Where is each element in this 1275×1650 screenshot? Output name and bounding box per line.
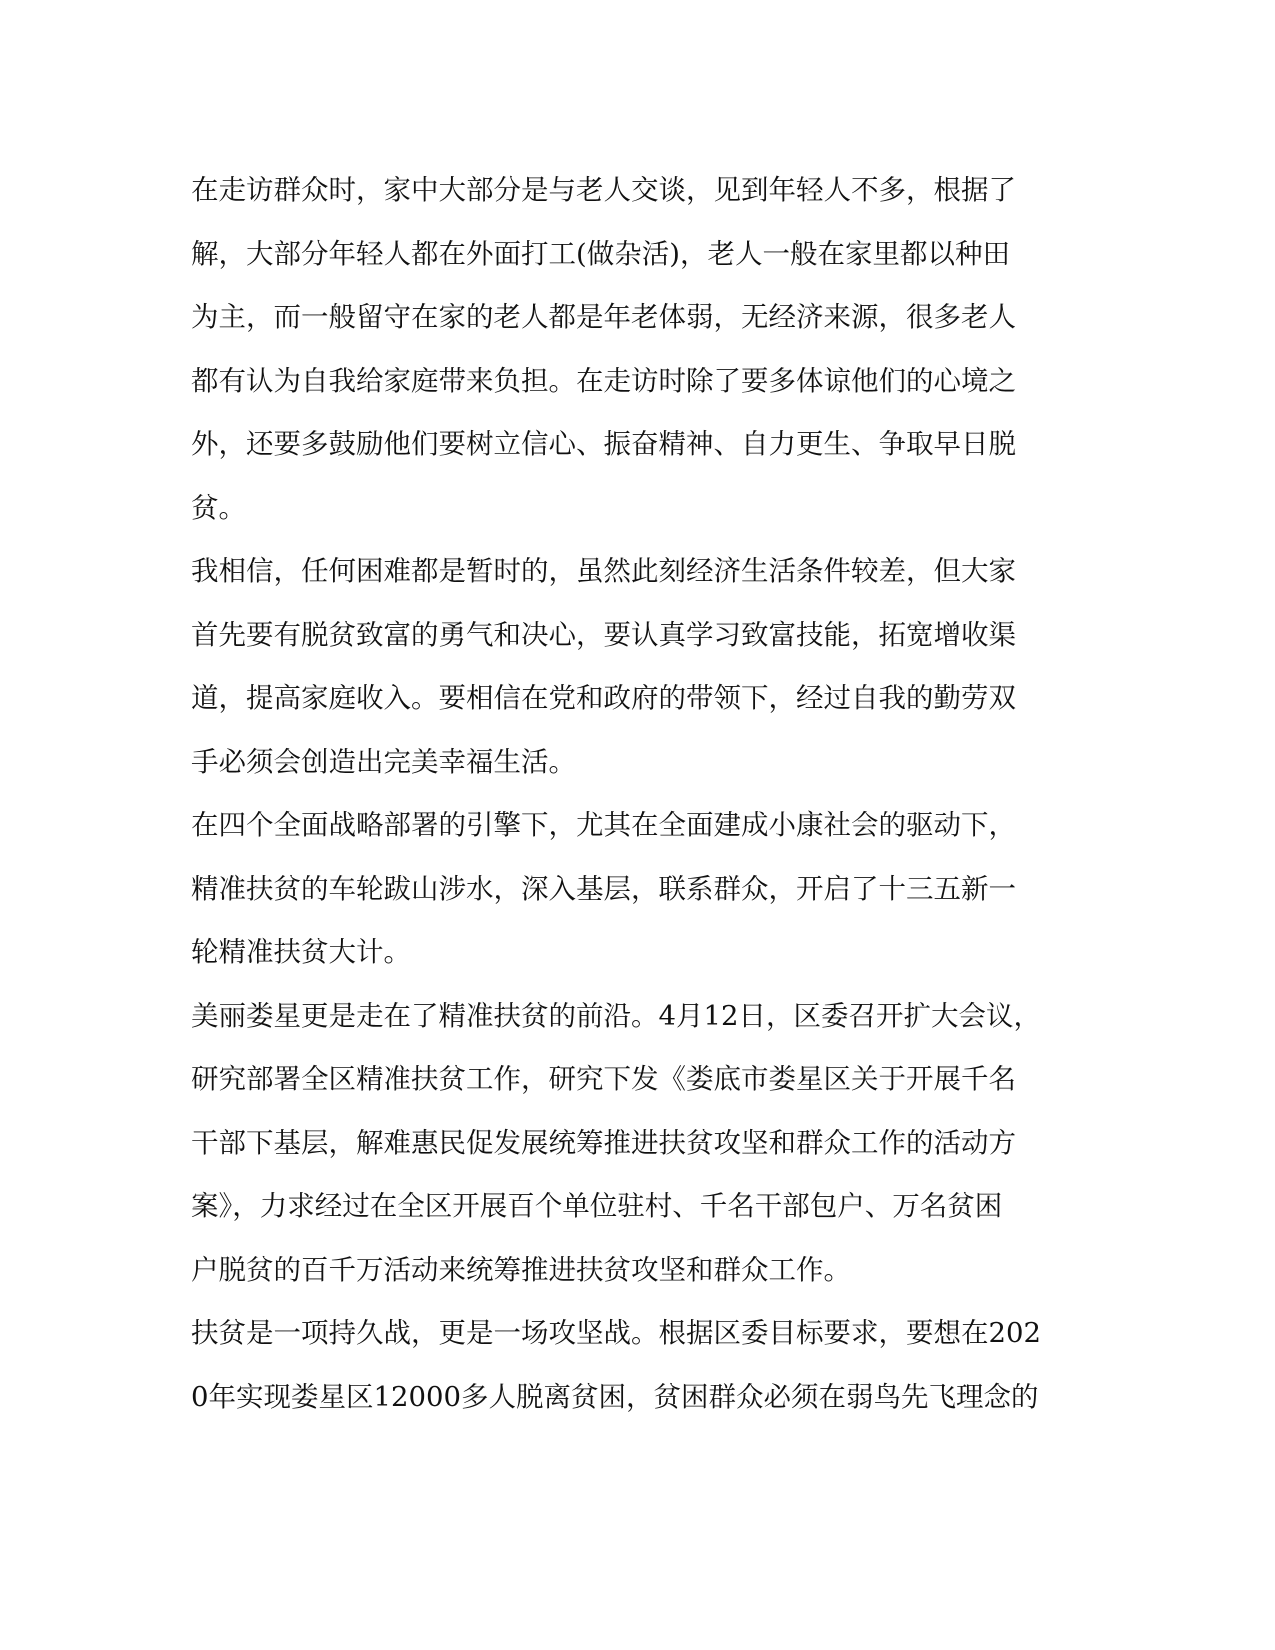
text-line: 手必须会创造出完美幸福生活。 [191, 745, 576, 778]
text-line: 外，还要多鼓励他们要树立信心、振奋精神、自力更生、争取早日脱 [191, 428, 1016, 460]
document-body [191, 163, 1091, 1433]
text-line: 我相信，任何困难都是暂时的，虽然此刻经济生活条件较差，但大家 [191, 555, 1016, 587]
text-line: 扶贫是一项持久战，更是一场攻坚战。根据区委目标要求，要想在202 [191, 1317, 1041, 1349]
text-line: 解，大部分年轻人都在外面打工(做杂活)，老人一般在家里都以种田 [191, 237, 1010, 270]
text-line: 为主，而一般留守在家的老人都是年老体弱，无经济来源，很多老人 [191, 301, 1016, 333]
paragraph [191, 544, 1091, 798]
paragraph [191, 989, 1091, 1307]
text-line: 都有认为自我给家庭带来负担。在走访时除了要多体谅他们的心境之 [191, 364, 1016, 397]
text-line: 在走访群众时，家中大部分是与老人交谈，见到年轻人不多，根据了 [191, 174, 1016, 206]
paragraph [191, 1306, 1091, 1433]
text-line: 户脱贫的百千万活动来统筹推进扶贫攻坚和群众工作。 [191, 1253, 851, 1286]
text-line: 美丽娄星更是走在了精准扶贫的前沿。4月12日，区委召开扩大会议， [191, 999, 1041, 1032]
text-line: 0年实现娄星区12000多人脱离贫困，贫困群众必须在弱鸟先飞理念的 [191, 1380, 1039, 1413]
text-line: 在四个全面战略部署的引擎下，尤其在全面建成小康社会的驱动下， [191, 809, 1016, 841]
paragraph [191, 163, 1091, 544]
text-line: 轮精准扶贫大计。 [191, 936, 411, 968]
text-line: 道，提高家庭收入。要相信在党和政府的带领下，经过自我的勤劳双 [191, 682, 1016, 714]
text-line: 首先要有脱贫致富的勇气和决心，要认真学习致富技能，拓宽增收渠 [191, 618, 1016, 651]
text-line: 案》，力求经过在全区开展百个单位驻村、千名干部包户、万名贫困 [191, 1190, 1003, 1222]
paragraph [191, 798, 1091, 989]
text-line: 贫。 [191, 491, 246, 524]
text-line: 精准扶贫的车轮跋山涉水，深入基层，联系群众，开启了十三五新一 [191, 872, 1016, 905]
text-line: 干部下基层，解难惠民促发展统筹推进扶贫攻坚和群众工作的活动方 [191, 1126, 1016, 1159]
text-line: 研究部署全区精准扶贫工作，研究下发《娄底市娄星区关于开展千名 [191, 1063, 1016, 1095]
